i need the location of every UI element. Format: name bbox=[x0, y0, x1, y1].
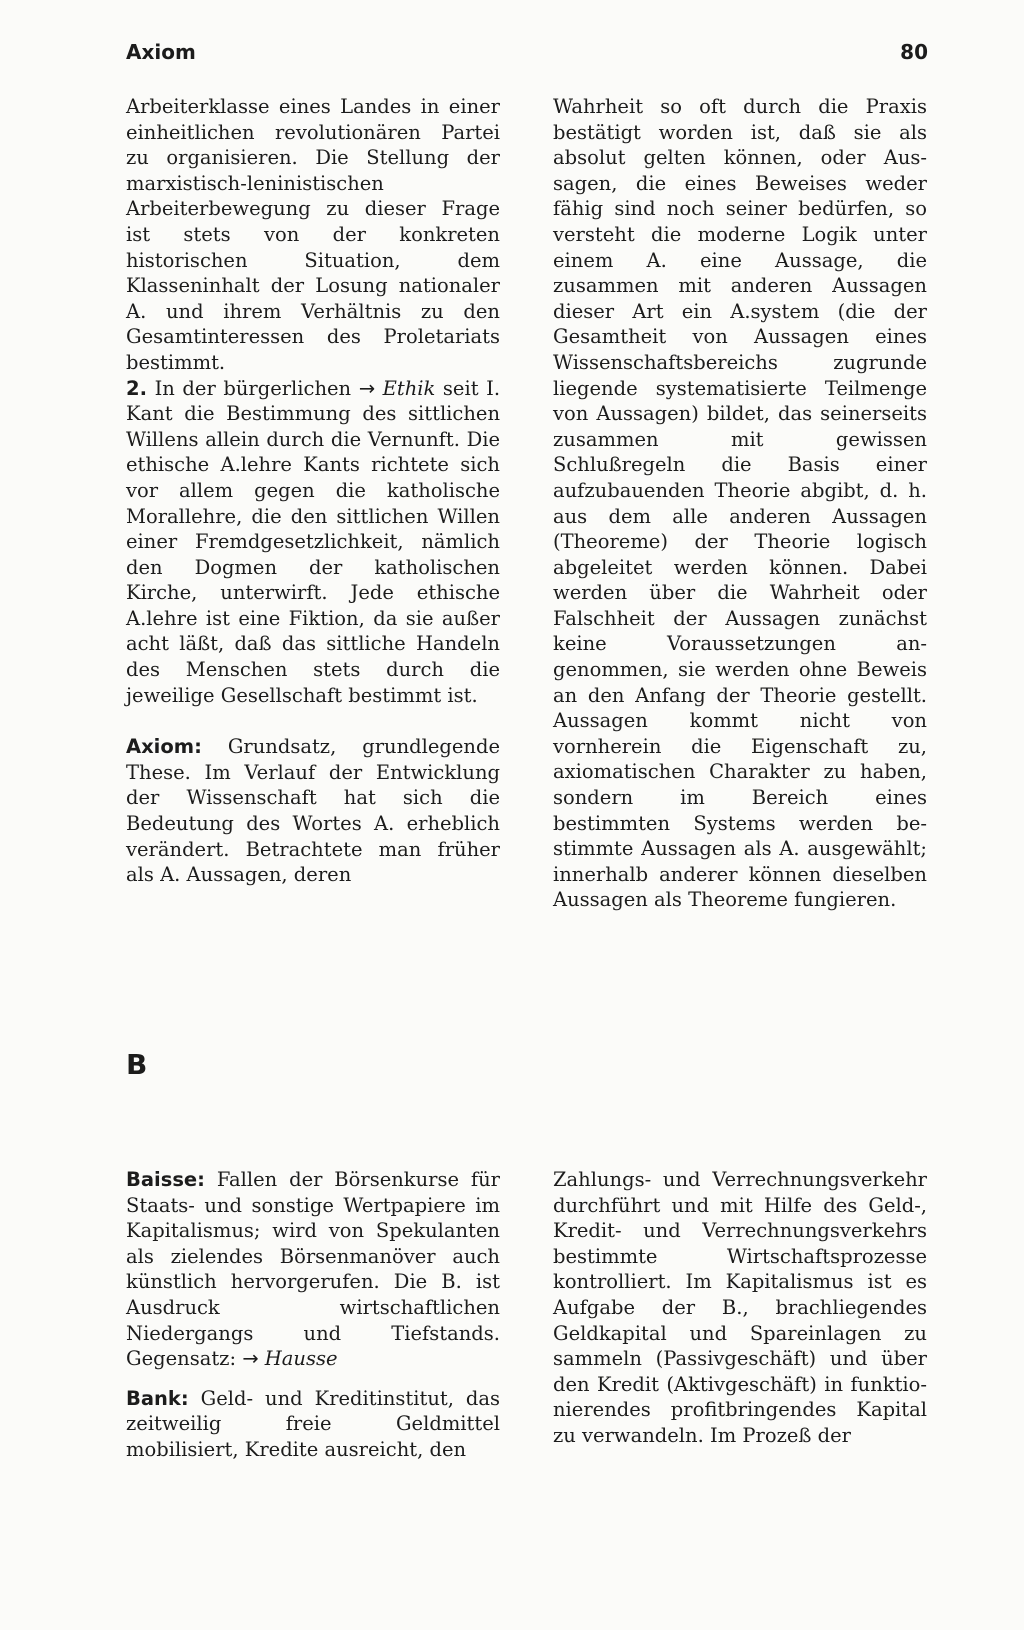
paragraph-continuation: Arbeiterklasse eines Landes in einer einheitlichen revolutionären Partei zu organisieren. Die Stellung der marxistisch-leninistischen Arbeiterbewegung zu dieser Frage ist stets von der konkreten historischen Situation, dem Klasseninhalt der Losung nationaler A. und ihrem Verhältnis zu den Gesamtinteressen des Proletariats bestimmt. bbox=[126, 95, 500, 374]
entry-baisse bbox=[126, 1167, 500, 1372]
cross-reference-arrow-icon: → bbox=[242, 1347, 259, 1371]
section-letter-heading: B bbox=[126, 1048, 148, 1081]
page-number: 80 bbox=[900, 40, 928, 64]
entry-term-axiom: Axiom: bbox=[126, 735, 202, 759]
cross-reference-arrow-icon: → bbox=[358, 376, 376, 400]
running-head-title: Axiom bbox=[126, 40, 196, 64]
entry-term-bank: Bank: bbox=[126, 1386, 189, 1410]
entry-definition-bank: Geld- und Kreditinstitut, das zeitweilig freie Geldmittel mobilisiert, Kredite ausreicht, den bbox=[126, 1386, 501, 1461]
entry-definition-baisse: Fallen der Börsenkurse für Staats- und sonstige Wertpapiere im Kapitalismus; wird von Spekulanten als zielendes Börsenmanöver auch künstlich hervorgerufen. Die B. ist Ausdruck wirtschaftlichen Niedergangs und Tiefstands. Gegensatz: bbox=[126, 1168, 501, 1371]
column-top-left bbox=[126, 94, 500, 888]
column-bottom-right bbox=[553, 1167, 927, 1449]
column-bottom-left bbox=[126, 1167, 500, 1463]
ethics-body-text: seit I. Kant die Bestimmung des sittlichen Willens allein durch die Vernunft. Die ethische A.lehre Kants richtete sich vor allem gegen die katholische Morallehre, die den sittlichen Willen einer Fremdgesetzlichkeit, nämlich den Dogmen der katholischen Kirche, unterwirft. Jede ethische A.lehre ist eine Fiktion, da sie außer acht läßt, daß das sittliche Handeln des Menschen stets durch die jeweilige Gesellschaft bestimmt ist. bbox=[126, 376, 501, 707]
cross-reference-hausse[interactable]: Hausse bbox=[264, 1347, 338, 1371]
item-number: 2. bbox=[126, 376, 147, 400]
paragraph-ethics bbox=[126, 376, 500, 709]
bank-continuation-text: Zahlungs- und Verrechnungsverkehr durchführt und mit Hilfe des Geld-, Kredit- und Verrechnungsverkehrs bestimmte Wirtschaftsprozesse kontrolliert. Im Kapitalismus ist es Aufgabe der B., brachliegendes Geldkapital und Spareinlagen zu sammeln (Passivgeschäft) und über den Kredit (Aktivgeschäft) in funktionierendes profitbringendes Kapital zu verwandeln. Im Prozeß der bbox=[553, 1168, 927, 1447]
ethics-intro-text: In der bürgerlichen bbox=[154, 376, 352, 400]
entry-term-baisse: Baisse: bbox=[126, 1168, 205, 1191]
column-top-right bbox=[553, 94, 927, 913]
axiom-continuation-text: Wahrheit so oft durch die Praxis bestätigt worden ist, daß sie als absolut gelten können, oder Aussagen, die eines Beweises weder fähig sind noch seiner bedürfen, so versteht die moderne Logik unter einem A. eine Aussage, die zusammen mit anderen Aussagen dieser Art ein A.system (die der Gesamtheit von Aussagen eines Wissenschaftsbereichs zugrunde liegende systematisierte Teilmenge von Aussagen) bildet, das seinerseits zusammen mit gewissen Schlußregeln die Basis einer aufzubauenden Theorie abgibt, d. h. aus dem alle anderen Aussagen (Theoreme) der Theorie logisch abgeleitet werden können. Dabei werden über die Wahrheit oder Falschheit der Aussagen zunächst keine Voraussetzungen angenommen, sie werden ohne Beweis an den Anfang der Theorie gestellt. Aussagen kommt nicht von vornherein die Eigenschaft zu, axiomatischen Charakter zu haben, sondern im Bereich eines bestimmten Systems werden bestimmte Aussagen als A. ausgewählt; innerhalb anderer können dieselben Aussagen als Theoreme fungieren. bbox=[553, 95, 927, 912]
cross-reference-ethik[interactable]: Ethik bbox=[382, 376, 436, 400]
entry-definition-axiom: Grundsatz, grundlegende These. Im Verlauf der Entwicklung der Wissenschaft hat sich die Bedeutung des Wortes A. erheblich verändert. Betrachtete man früher als A. Aussagen, deren bbox=[126, 735, 500, 887]
page-header bbox=[126, 40, 928, 64]
entry-bank bbox=[126, 1386, 500, 1463]
entry-axiom bbox=[126, 734, 500, 888]
